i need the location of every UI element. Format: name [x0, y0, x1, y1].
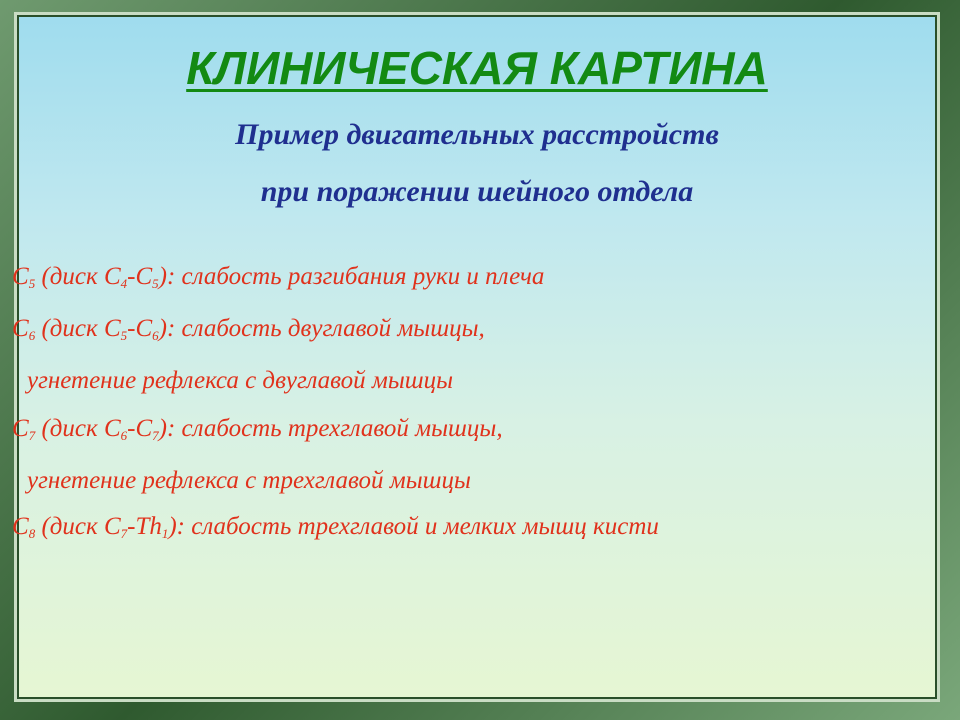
- slide-title: [17, 41, 937, 95]
- subtitle-line-1: Пример двигательных расстройств: [235, 118, 719, 151]
- c5-line: $C_5$ (диск $С_4-С_5$): слабость разгибания руки и плеча: [12, 263, 545, 291]
- c7-continuation: угнетение рефлекса с трехглавой мышцы: [27, 467, 471, 494]
- c6-line: $C_6$ (диск $С_5-С_6$): слабость двуглавой мышцы,: [12, 315, 485, 343]
- c6-continuation: угнетение рефлекса с двуглавой мышцы: [27, 367, 454, 394]
- title-text: КЛИНИЧЕСКАЯ КАРТИНА: [186, 42, 768, 94]
- c8-line: $C_8$ (диск $С_7-Th_1$): слабость трехглавой и мелких мышц кисти: [12, 513, 659, 541]
- subtitle-line-2: при поражении шейного отдела: [260, 175, 694, 208]
- c7-line: $C_7$ (диск $С_6-С_7$): слабость трехглавой мышцы,: [12, 415, 503, 443]
- slide: [14, 12, 940, 702]
